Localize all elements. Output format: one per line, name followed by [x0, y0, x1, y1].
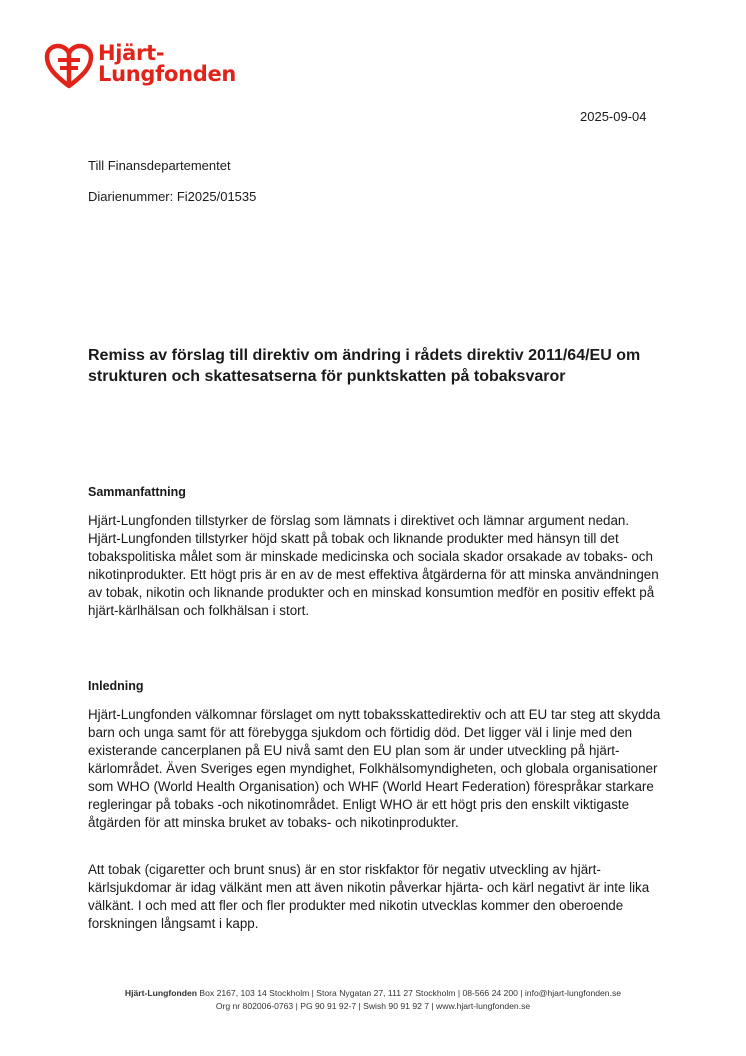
document-title: Remiss av förslag till direktiv om ändring i rådets direktiv 2011/64/EU om strukturen och skattesatserna för punktskatten på tobaksvaror [88, 347, 641, 385]
logo-wordmark [98, 43, 236, 85]
section-heading-summary: Sammanfattning [88, 485, 186, 499]
footer-line-1 [0, 987, 746, 1000]
diary-number: Diarienummer: Fi2025/01535 [88, 189, 257, 204]
logo-line-2: Lungfonden [98, 62, 237, 86]
section-heading-introduction: Inledning [88, 679, 144, 693]
footer-address: Box 2167, 103 14 Stockholm | Stora Nygatan 27, 111 27 Stockholm | 08-566 24 200 | info@hjart-lungfonden.se [197, 988, 622, 998]
document-date: 2025-09-04 [580, 109, 647, 124]
footer-line-2: Org nr 802006-0763 | PG 90 91 92-7 | Swish 90 91 92 7 | www.hjart-lungfonden.se [215, 1001, 531, 1011]
logo [44, 43, 236, 89]
footer [0, 987, 746, 1013]
footer-org-name: Hjärt-Lungfonden [124, 988, 197, 998]
summary-paragraph: Hjärt-Lungfonden tillstyrker de förslag som lämnats i direktivet och lämnar argument nedan. Hjärt-Lungfonden tillstyrker höjd skatt på tobak och liknande produkter med hänsyn till det tobakspolitiska målet som är minskade medicinska och sociala skador orsakade av tobaks- och nikotinprodukter. Ett högt pris är en av de mest effektiva åtgärderna för att minska användningen av tobak, nikotin och liknande produkter och en minskad konsumtion medför en positiv effekt på hjärt-kärlhälsan och folkhälsan i stort. [88, 513, 659, 618]
introduction-paragraph-1: Hjärt-Lungfonden välkomnar förslaget om nytt tobaksskattedirektiv och att EU tar steg att skydda barn och unga samt för att förebygga sjukdom och förtidig död. Det ligger väl i linje med den existerande cancerplanen på EU nivå samt den EU plan som är under utveckling på hjärt-kärlområdet. Även Sveriges egen myndighet, Folkhälsomyndigheten, och globala organisationer som WHO (World Health Organisation) och WHF (World Heart Federation) förespråkar starkare regleringar på tobaks -och nikotinområdet. Enligt WHO är ett högt pris den enskilt viktigaste åtgärden för att minska bruket av tobaks- och nikotinprodukter. [88, 707, 661, 830]
heart-cross-logo-icon [44, 43, 94, 89]
recipient: Till Finansdepartementet [88, 158, 231, 173]
introduction-paragraph-2: Att tobak (cigaretter och brunt snus) är en stor riskfaktor för negativ utveckling av hjärt-kärlsjukdomar är idag välkänt men att även nikotin påverkar hjärta- och kärl negativt är inte lika välkänt. I och med att fler och fler produkter med nikotin utvecklas kommer den oberoende forskningen långsamt i kapp. [88, 862, 650, 931]
logo-line-1: Hjärt- [98, 41, 165, 65]
